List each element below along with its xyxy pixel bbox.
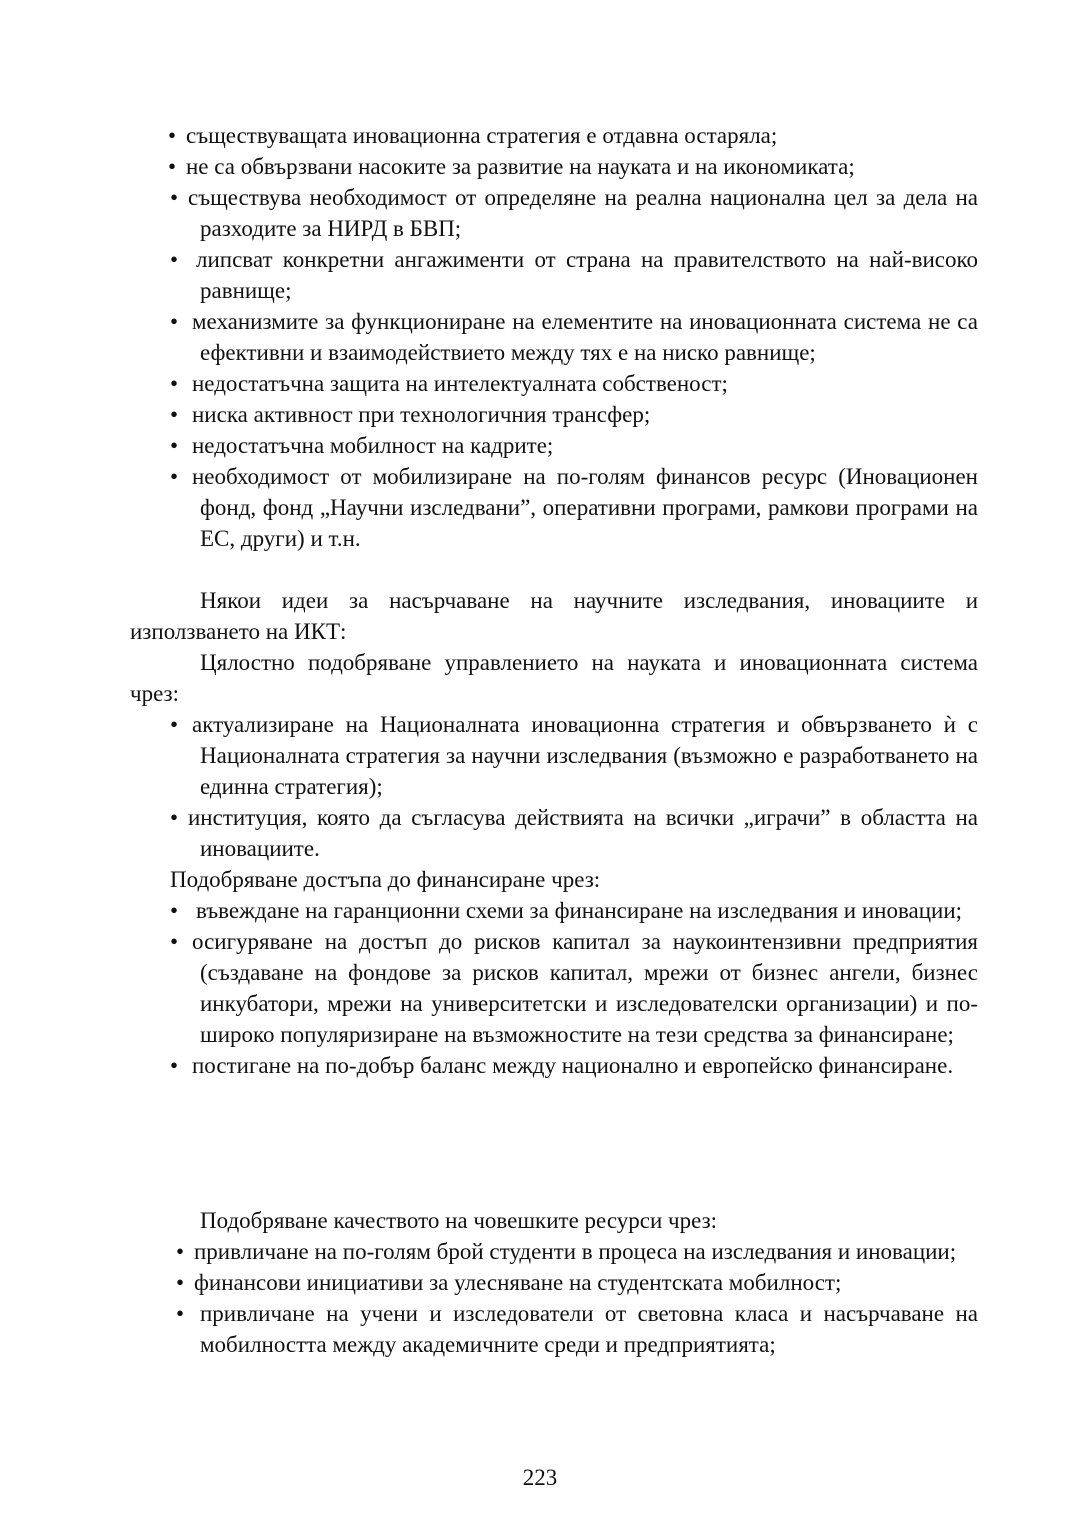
- bullet-icon: •: [170, 898, 179, 923]
- weakness-list: [0, 120, 1080, 554]
- human-resources-paragraph: Подобряване качеството на човешките ресурси чрез:: [200, 1208, 718, 1233]
- finance-section: [0, 864, 1080, 895]
- bullet-icon: •: [170, 371, 179, 396]
- human-resources-section: [0, 1205, 1080, 1236]
- list-item: • привличане на учени и изследователи от световна класа и насърчаване на мобилността между академичните среди и предприятията;: [0, 1298, 1080, 1360]
- finance-list: [0, 895, 1080, 1081]
- list-item: • ниска активност при технологичния трансфер;: [0, 399, 1080, 430]
- bullet-icon: •: [170, 464, 179, 489]
- bullet-icon: •: [168, 123, 177, 148]
- bullet-icon: •: [170, 929, 179, 954]
- bullet-icon: •: [170, 712, 179, 737]
- ideas-paragraph: Някои идеи за насърчаване на научните изследвания, иновациите и използването на ИКТ:: [130, 588, 978, 644]
- ideas-section: [0, 585, 1080, 709]
- list-item: • не са обвързвани насоките за развитие на науката и на икономиката;: [0, 151, 1080, 182]
- list-item: • привличане на по-голям брой студенти в процеса на изследвания и иновации;: [0, 1236, 1080, 1267]
- bullet-icon: •: [168, 154, 177, 179]
- bullet-icon: •: [176, 1270, 185, 1295]
- list-item: • механизмите за функциониране на елементите на иновационната система не са ефективни и взаимодействието между тях е на ниско равнище;: [0, 306, 1080, 368]
- management-paragraph: Цялостно подобряване управлението на науката и иновационната система чрез:: [130, 650, 978, 706]
- bullet-icon: •: [170, 185, 179, 210]
- bullet-icon: •: [176, 1239, 185, 1264]
- bullet-icon: •: [170, 247, 179, 272]
- bullet-icon: •: [170, 402, 179, 427]
- list-item: • недостатъчна мобилност на кадрите;: [0, 430, 1080, 461]
- list-item: • липсват конкретни ангажименти от страна на правителството на най-високо равнище;: [0, 244, 1080, 306]
- list-item: • осигуряване на достъп до рисков капитал за наукоинтензивни предприятия (създаване на фондове за рисков капитал, мрежи от бизнес ангели, бизнес инкубатори, мрежи на университетски и изследователски организации) и по-широко популяризиране на възможностите на тези средства за финансиране;: [0, 926, 1080, 1050]
- management-list: [0, 709, 1080, 864]
- list-item: • актуализиране на Националната иновационна стратегия и обвързването ѝ с Националната стратегия за научни изследвания (възможно е разработването на единна стратегия);: [0, 709, 1080, 802]
- finance-paragraph: Подобряване достъпа до финансиране чрез:: [170, 867, 601, 892]
- list-item: • финансови инициативи за улесняване на студентската мобилност;: [0, 1267, 1080, 1298]
- bullet-icon: •: [170, 1053, 179, 1078]
- bullet-icon: •: [176, 1301, 185, 1326]
- list-item: • недостатъчна защита на интелектуалната собственост;: [0, 368, 1080, 399]
- list-item: • постигане на по-добър баланс между национално и европейско финансиране.: [0, 1050, 1080, 1081]
- list-item: • необходимост от мобилизиране на по-голям финансов ресурс (Иновационен фонд, фонд „Научни изследвани”, оперативни програми, рамкови програми на ЕС, други) и т.н.: [0, 461, 1080, 554]
- bullet-icon: •: [170, 805, 179, 830]
- page-number: 223: [522, 1465, 558, 1490]
- bullet-icon: •: [170, 309, 179, 334]
- human-resources-list: [0, 1236, 1080, 1360]
- list-item: • съществуващата иновационна стратегия е отдавна остаряла;: [0, 120, 1080, 151]
- bullet-icon: •: [170, 433, 179, 458]
- list-item: • институция, която да съгласува действията на всички „играчи” в областта на иновациите.: [0, 802, 1080, 864]
- list-item: • въвеждане на гаранционни схеми за финансиране на изследвания и иновации;: [0, 895, 1080, 926]
- list-item: • съществува необходимост от определяне на реална национална цел за дела на разходите за НИРД в БВП;: [0, 182, 1080, 244]
